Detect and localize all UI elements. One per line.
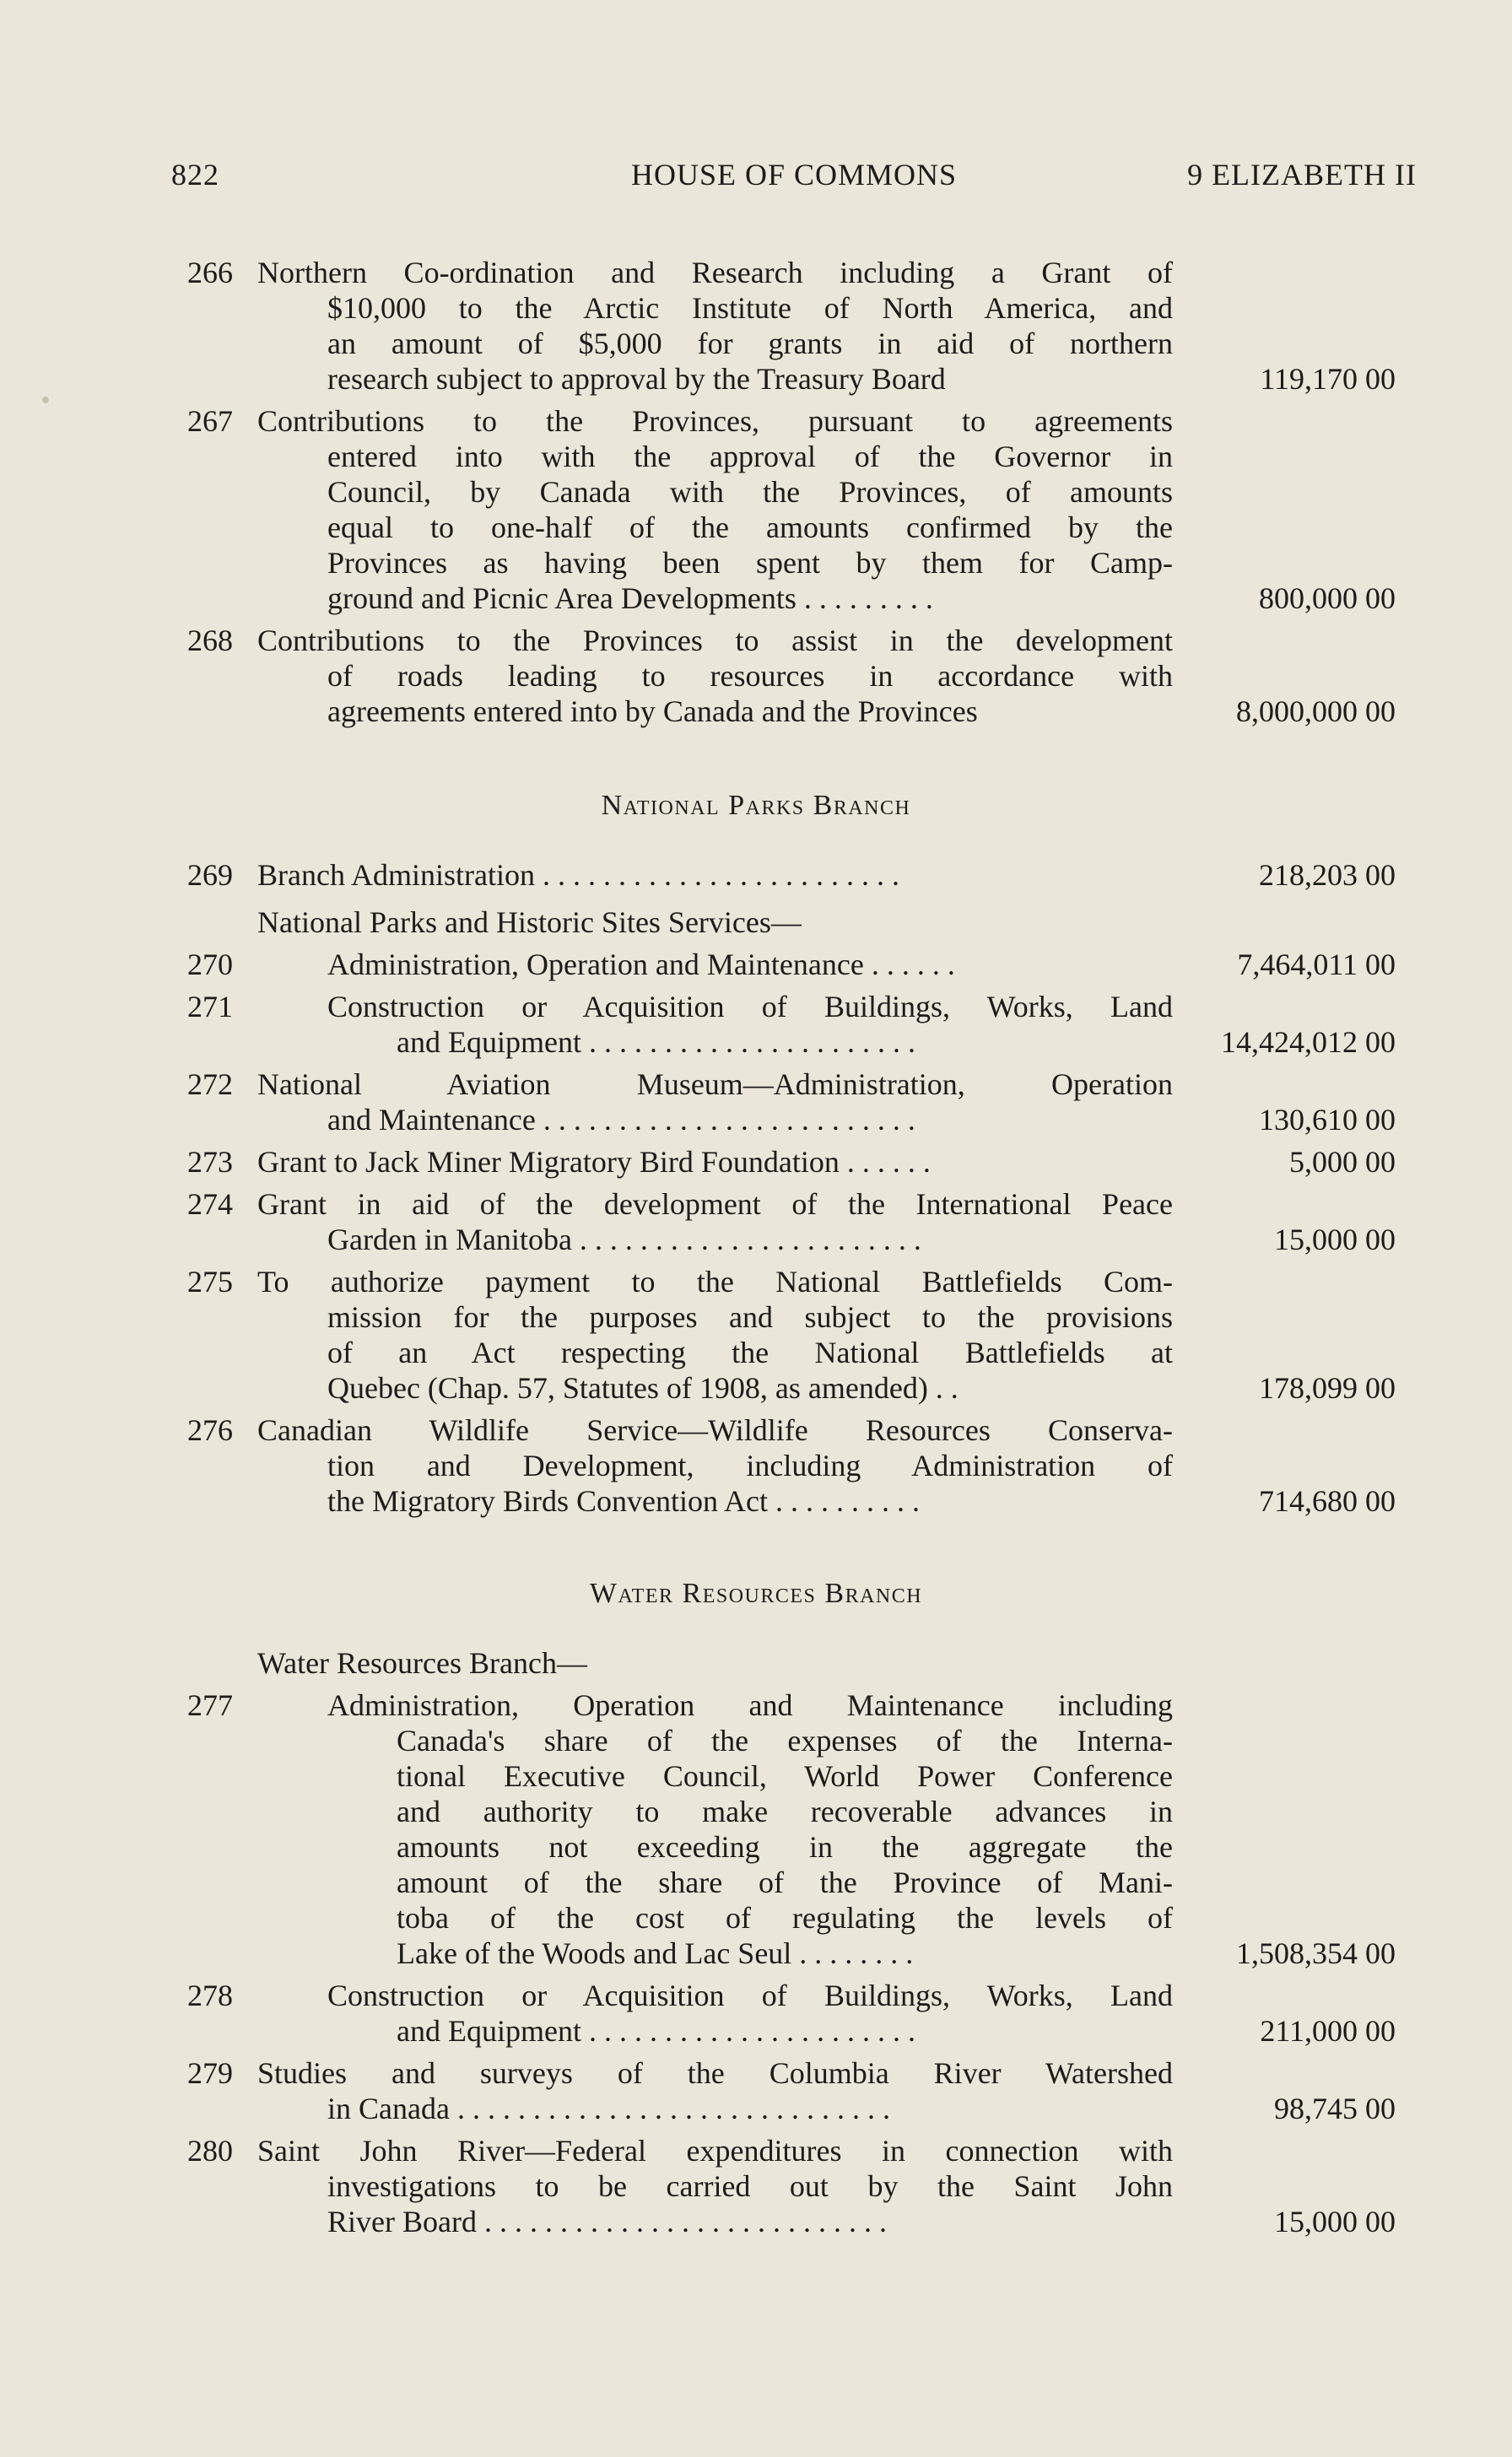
vote-description-line: of an Act respecting the National Battlefields at	[327, 1336, 1173, 1369]
vote-description-line: Council, by Canada with the Provinces, of amounts	[327, 475, 1173, 509]
vote-description-line: To authorize payment to the National Battlefields Com-	[257, 1265, 1173, 1299]
vote-description-line: Lake of the Woods and Lac Seul . . . . . . . .	[397, 1936, 914, 1970]
vote-description-line: Branch Administration . . . . . . . . . . . . . . . . . . . . . . . .	[257, 858, 899, 892]
vote-number: 276	[187, 1413, 233, 1447]
regnal-year: 9 ELIZABETH II	[1187, 158, 1417, 192]
vote-number: 275	[187, 1265, 233, 1299]
paper-speck	[42, 397, 49, 403]
vote-number: 277	[187, 1688, 233, 1722]
vote-amount: 14,424,012 00	[1221, 1025, 1396, 1059]
vote-description-line: Studies and surveys of the Columbia River Watershed	[257, 2056, 1173, 2090]
vote-number: 278	[187, 1979, 233, 2012]
vote-description-line: National Aviation Museum—Administration, Operation	[257, 1067, 1173, 1101]
vote-description-line: Grant in aid of the development of the International Peace	[257, 1187, 1173, 1221]
running-head	[171, 157, 1417, 199]
vote-description-line: ground and Picnic Area Developments . . . . . . . . .	[327, 581, 933, 615]
section-heading: National Parks Branch	[601, 790, 911, 821]
vote-description-line: Contributions to the Provinces, pursuant to agreements	[257, 404, 1173, 438]
vote-description-line: Quebec (Chap. 57, Statutes of 1908, as amended) . .	[327, 1371, 958, 1405]
vote-number: 273	[187, 1145, 233, 1179]
vote-description-line: River Board . . . . . . . . . . . . . . . . . . . . . . . . . . .	[327, 2205, 887, 2238]
vote-number: 268	[187, 624, 233, 657]
vote-number: 280	[187, 2134, 233, 2168]
vote-description-line: and Equipment . . . . . . . . . . . . . . . . . . . . . .	[397, 2014, 915, 2048]
vote-amount: 130,610 00	[1259, 1103, 1396, 1137]
vote-description-line: investigations to be carried out by the Saint John	[327, 2169, 1173, 2203]
sub-heading: Water Resources Branch—	[257, 1646, 587, 1680]
vote-amount: 1,508,354 00	[1236, 1936, 1396, 1970]
vote-amount: 119,170 00	[1260, 362, 1396, 396]
vote-amount: 8,000,000 00	[1236, 694, 1396, 728]
vote-amount: 714,680 00	[1259, 1484, 1396, 1518]
vote-description-line: Grant to Jack Miner Migratory Bird Foundation . . . . . .	[257, 1145, 931, 1179]
vote-description-line: Canada's share of the expenses of the Interna-	[397, 1724, 1173, 1758]
page-title: HOUSE OF COMMONS	[630, 158, 958, 192]
vote-description-line: an amount of $5,000 for grants in aid of northern	[327, 327, 1173, 360]
vote-description-line: Construction or Acquisition of Buildings, Works, Land	[327, 990, 1173, 1023]
section-heading: Water Resources Branch	[589, 1578, 923, 1609]
vote-amount: 15,000 00	[1274, 1223, 1396, 1256]
vote-description-line: Administration, Operation and Maintenance including	[327, 1688, 1173, 1722]
page-number: 822	[171, 158, 219, 192]
vote-description-line: equal to one-half of the amounts confirmed by the	[327, 510, 1173, 544]
vote-amount: 7,464,011 00	[1237, 948, 1396, 981]
vote-description-line: and authority to make recoverable advances in	[397, 1795, 1173, 1828]
vote-amount: 98,745 00	[1274, 2092, 1396, 2125]
vote-description-line: tion and Development, including Administration of	[327, 1449, 1173, 1482]
vote-description-line: the Migratory Birds Convention Act . . . . . . . . . .	[327, 1484, 920, 1518]
vote-description-line: amount of the share of the Province of Mani-	[397, 1866, 1173, 1899]
vote-number: 272	[187, 1067, 233, 1101]
sub-heading: National Parks and Historic Sites Services—	[257, 905, 802, 939]
vote-amount: 800,000 00	[1259, 581, 1396, 615]
vote-description-line: tional Executive Council, World Power Conference	[397, 1759, 1173, 1793]
vote-description-line: Construction or Acquisition of Buildings, Works, Land	[327, 1979, 1173, 2012]
vote-description-line: of roads leading to resources in accordance with	[327, 659, 1173, 693]
vote-amount: 5,000 00	[1289, 1145, 1396, 1179]
vote-description-line: in Canada . . . . . . . . . . . . . . . . . . . . . . . . . . . . .	[327, 2092, 890, 2125]
vote-amount: 15,000 00	[1274, 2205, 1396, 2238]
vote-description-line: and Equipment . . . . . . . . . . . . . . . . . . . . . .	[397, 1025, 915, 1059]
vote-description-line: $10,000 to the Arctic Institute of North America, and	[327, 291, 1173, 325]
vote-description-line: Saint John River—Federal expenditures in connection with	[257, 2134, 1173, 2168]
vote-description-line: Garden in Manitoba . . . . . . . . . . . . . . . . . . . . . . .	[327, 1223, 921, 1256]
vote-number: 267	[187, 404, 233, 438]
vote-description-line: Contributions to the Provinces to assist in the development	[257, 624, 1173, 657]
vote-number: 271	[187, 990, 233, 1023]
vote-amount: 211,000 00	[1260, 2014, 1396, 2048]
vote-number: 279	[187, 2056, 233, 2090]
vote-description-line: research subject to approval by the Treasury Board	[327, 362, 946, 396]
vote-number: 270	[187, 948, 233, 981]
vote-amount: 178,099 00	[1259, 1371, 1396, 1405]
vote-description-line: mission for the purposes and subject to the provisions	[327, 1300, 1173, 1334]
vote-description-line: Administration, Operation and Maintenance . . . . . .	[327, 948, 955, 981]
vote-description-line: toba of the cost of regulating the levels of	[397, 1901, 1173, 1935]
vote-amount: 218,203 00	[1259, 858, 1396, 892]
vote-description-line: amounts not exceeding in the aggregate the	[397, 1830, 1173, 1864]
vote-number: 269	[187, 858, 233, 892]
vote-description-line: Canadian Wildlife Service—Wildlife Resources Conserva-	[257, 1413, 1173, 1447]
vote-description-line: entered into with the approval of the Governor in	[327, 440, 1173, 473]
vote-description-line: Northern Co-ordination and Research including a Grant of	[257, 256, 1173, 289]
vote-description-line: Provinces as having been spent by them for Camp-	[327, 546, 1173, 580]
vote-description-line: agreements entered into by Canada and the Provinces	[327, 694, 978, 728]
vote-number: 266	[187, 256, 233, 289]
vote-description-line: and Maintenance . . . . . . . . . . . . . . . . . . . . . . . . .	[327, 1103, 915, 1137]
vote-number: 274	[187, 1187, 233, 1221]
